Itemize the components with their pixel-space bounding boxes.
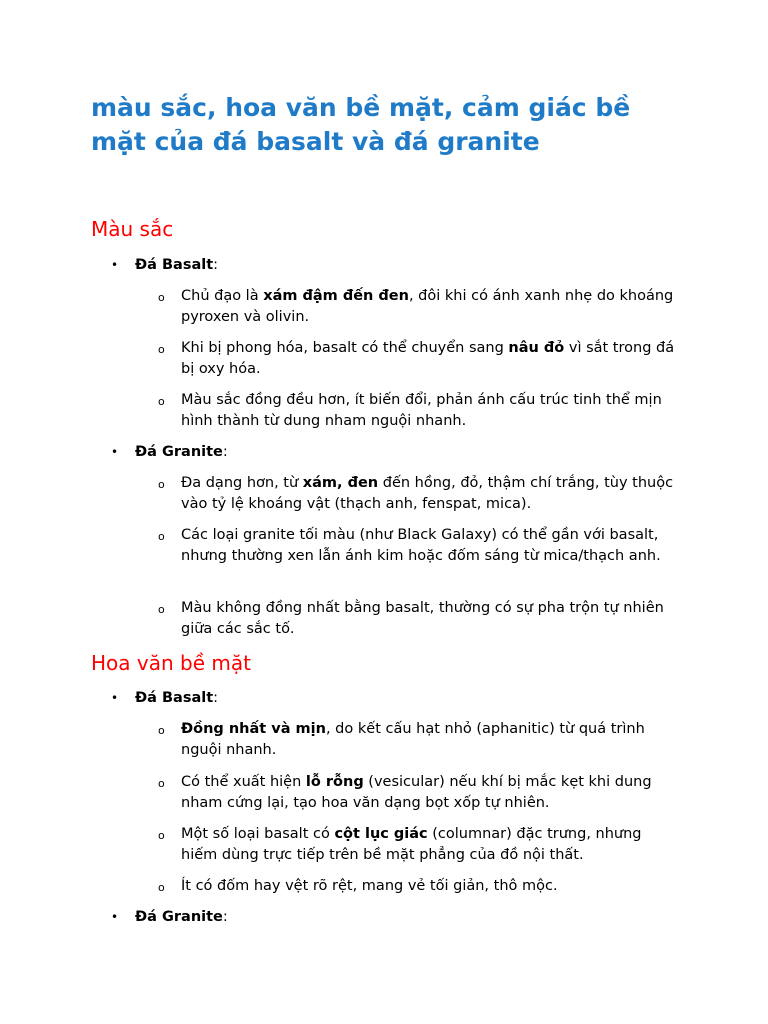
bullet-label: Đá Granite: [135, 909, 223, 925]
list-item: o Đồng nhất và mịn, do kết cấu hạt nhỏ (aphanitic) từ quá trình nguội nhanh.: [181, 719, 681, 761]
list-item: o Chủ đạo là xám đậm đến đen, đôi khi có ánh xanh nhẹ do khoáng pyroxen và olivin.: [181, 286, 681, 328]
list-item: o Ít có đốm hay vệt rõ rệt, mang vẻ tối giản, thô mộc.: [181, 876, 681, 897]
list-item: o Một số loại basalt có cột lục giác (columnar) đặc trưng, nhưng hiếm dùng trực tiếp trên bề mặt phẳng của đồ nội thất.: [181, 824, 681, 866]
list-item: o Khi bị phong hóa, basalt có thể chuyển sang nâu đỏ vì sắt trong đá bị oxy hóa.: [181, 338, 681, 380]
section-heading-hoa-van: Hoa văn bề mặt: [91, 651, 251, 675]
bullet-label: Đá Basalt: [135, 257, 214, 273]
bullet-label: Đá Granite: [135, 444, 223, 460]
page-title: màu sắc, hoa văn bề mặt, cảm giác bề mặt của đá basalt và đá granite: [91, 93, 631, 156]
list-item: o Đa dạng hơn, từ xám, đen đến hồng, đỏ, thậm chí trắng, tùy thuộc vào tỷ lệ khoáng vật (thạch anh, fenspat, mica).: [181, 473, 681, 515]
bullet-granite-color: • Đá Granite:: [135, 442, 228, 462]
bullet-basalt-color: • Đá Basalt:: [135, 255, 218, 275]
list-item: o Các loại granite tối màu (như Black Galaxy) có thể gần với basalt, nhưng thường xen lẫn ánh kim hoặc đốm sáng từ mica/thạch anh.: [181, 525, 681, 567]
list-item: o Có thể xuất hiện lỗ rỗng (vesicular) nếu khí bị mắc kẹt khi dung nham cứng lại, tạo hoa văn dạng bọt xốp tự nhiên.: [181, 772, 681, 814]
bullet-basalt-pattern: • Đá Basalt:: [135, 688, 218, 708]
list-item: o Màu không đồng nhất bằng basalt, thường có sự pha trộn tự nhiên giữa các sắc tố.: [181, 598, 681, 640]
bullet-granite-pattern: • Đá Granite:: [135, 907, 228, 927]
section-heading-mau-sac: Màu sắc: [91, 217, 174, 241]
list-item: o Màu sắc đồng đều hơn, ít biến đổi, phản ánh cấu trúc tinh thể mịn hình thành từ dung nham nguội nhanh.: [181, 390, 681, 432]
bullet-label: Đá Basalt: [135, 690, 214, 706]
